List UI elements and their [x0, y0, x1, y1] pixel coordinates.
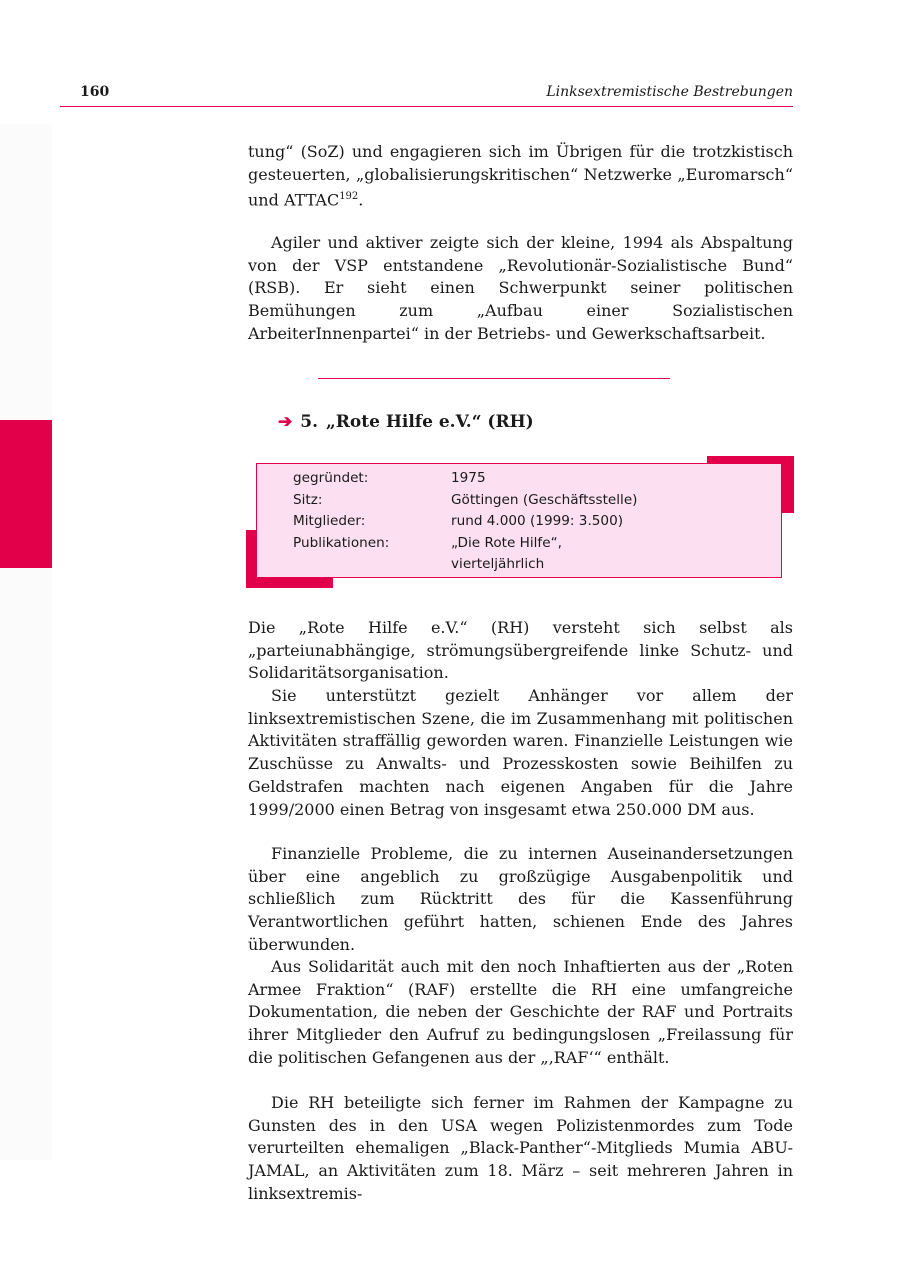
body-paragraph-3: Finanzielle Probleme, die zu internen Auseinandersetzungen über eine angeblich zu großzügige Ausgabenpolitik und schließlich zum Rücktritt des für die Kassenführung Verantwortlichen geführt hatten, schienen Ende des Jahres überwunden.: [248, 844, 793, 954]
section-number: 5.: [300, 412, 318, 432]
arrow-right-icon: ➔: [278, 412, 293, 432]
fact-value: rund 4.000 (1999: 3.500): [451, 513, 624, 529]
intro-paragraph-1: [248, 141, 793, 212]
fact-value: 1975: [451, 470, 486, 486]
fact-label: gegründet:: [293, 470, 369, 486]
body-paragraph-2: Sie unterstützt gezielt Anhänger vor allem der linksextremistischen Szene, die im Zusammenhang mit politischen Aktivitäten straffällig geworden waren. Finanzielle Leistungen wie Zuschüsse zu Anwalts- und Prozesskosten sowie Beihilfen zu Geldstrafen machten nach eigenen Angaben für die Jahre 1999/2000 einen Betrag von insgesamt etwa 250.000 DM aus.: [248, 686, 793, 819]
fact-label: Publikationen:: [293, 534, 390, 551]
header-rule: [60, 106, 793, 107]
page-number: 160: [80, 84, 110, 100]
fact-row-publications: [293, 533, 781, 555]
fact-label: Sitz:: [293, 491, 323, 508]
chapter-tab-marker: [0, 420, 52, 568]
section-title: „Rote Hilfe e.V.“ (RH): [326, 412, 534, 432]
fact-value: „Die Rote Hilfe“,: [451, 534, 562, 551]
running-title: Linksextremistische Bestrebungen: [546, 84, 793, 100]
fact-row-publications-cont: [293, 554, 781, 576]
fact-label: [293, 554, 451, 576]
body-paragraph-4: Aus Solidarität auch mit den noch Inhaftierten aus der „Roten Armee Fraktion“ (RAF) erstellte die RH eine umfangreiche Dokumentation, die neben der Geschichte der RAF und Portraits ihrer Mitglieder den Aufruf zu bedingungslosen „Freilassung für die politischen Gefangenen aus der „‚RAF‘“ enthält.: [248, 957, 793, 1067]
fact-value: Göttingen (Geschäftsstelle): [451, 491, 638, 508]
body-paragraph-5: Die RH beteiligte sich ferner im Rahmen der Kampagne zu Gunsten des in den USA wegen Polizistenmordes zum Tode verurteilten ehemaligen „Black-Panther“-Mitglieds Mumia ABU-JAMAL, an Aktivitäten zum 18. März – seit mehreren Jahren in linksextremis-: [248, 1093, 793, 1203]
intro-end: .: [358, 190, 364, 210]
sidebar-margin: [0, 124, 52, 1160]
section-divider: [318, 378, 670, 379]
section-heading: [278, 412, 534, 432]
fact-row-founded: [293, 468, 781, 490]
fact-row-seat: [293, 490, 781, 512]
fact-label: Mitglieder:: [293, 513, 366, 529]
intro-paragraph-2: Agiler und aktiver zeigte sich der kleine, 1994 als Abspaltung von der VSP entstandene „Revolutionär-Sozialistische Bund“ (RSB). Er sieht einen Schwerpunkt seiner politischen Bemühungen zum „Aufbau einer Sozialistischen ArbeiterInnenpartei“ in der Betriebs- und Gewerkschaftsarbeit.: [248, 233, 793, 343]
intro-text: tung“ (SoZ) und engagieren sich im Übrigen für die trotzkistisch gesteuerten, „globalisierungskritischen“ Netzwerke „Euromarsch“ und ATTAC: [248, 142, 793, 210]
fact-value: vierteljährlich: [451, 556, 545, 572]
organization-fact-box: [256, 463, 782, 578]
body-paragraph-1: Die „Rote Hilfe e.V.“ (RH) versteht sich selbst als „parteiunabhängige, strömungsübergreifende linke Schutz- und Solidaritätsorganisation.: [248, 618, 793, 683]
footnote-ref: 192: [339, 191, 359, 203]
fact-row-members: [293, 511, 781, 533]
